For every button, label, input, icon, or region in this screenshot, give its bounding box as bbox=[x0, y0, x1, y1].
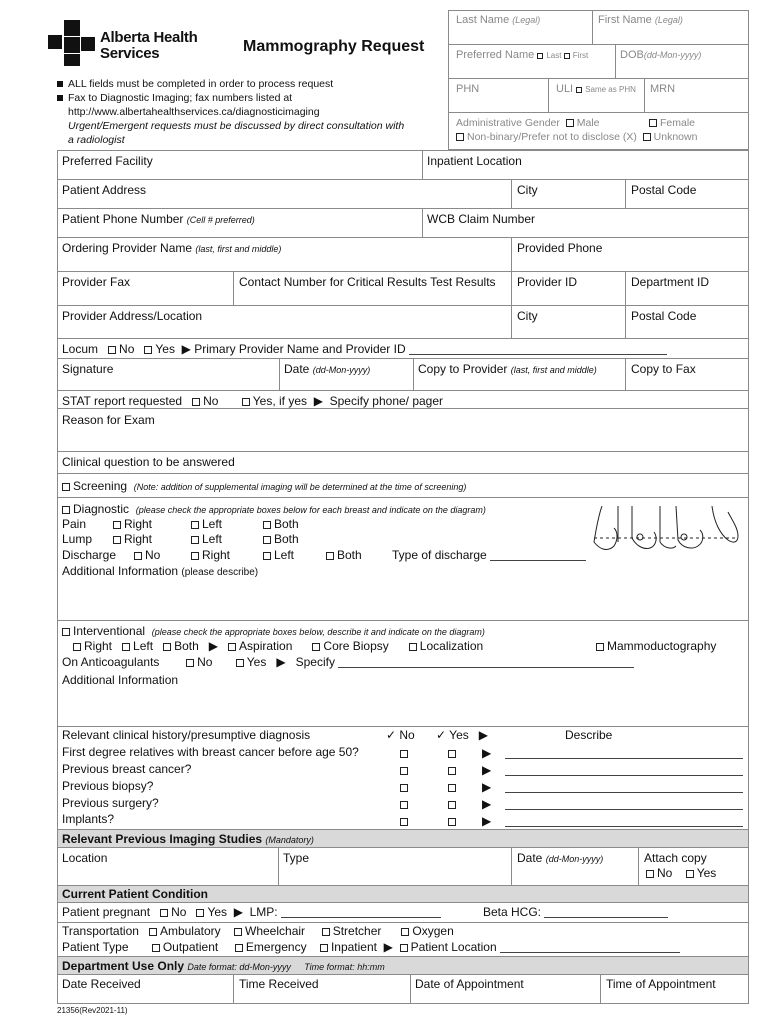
admin-gender-row: Administrative Gender Male bbox=[456, 117, 600, 129]
hist-no-checkbox[interactable] bbox=[400, 767, 408, 775]
hist-no-checkbox[interactable] bbox=[400, 818, 408, 826]
department-id-field[interactable]: Department ID bbox=[631, 275, 710, 289]
first-name-field[interactable]: First Name (Legal) bbox=[598, 14, 683, 26]
pregnant-row: Patient pregnant No Yes ▶ LMP: bbox=[62, 905, 441, 919]
aspiration-checkbox[interactable] bbox=[228, 643, 236, 651]
provided-phone-field[interactable]: Provided Phone bbox=[517, 241, 603, 255]
stat-row: STAT report requested No Yes, if yes ▶ Specify phone/ pager bbox=[62, 394, 444, 408]
preferred-name-field[interactable]: Preferred Name Last First bbox=[456, 49, 589, 61]
anticoag-row: On Anticoagulants No Yes ▶ Specify bbox=[62, 655, 634, 669]
provider-address-field[interactable]: Provider Address/Location bbox=[62, 309, 203, 323]
provider-fax-field[interactable]: Provider Fax bbox=[62, 275, 131, 289]
provider-postal-field[interactable]: Postal Code bbox=[631, 309, 697, 323]
logo-line1: Alberta Health bbox=[100, 29, 198, 46]
history-row: Previous breast cancer? bbox=[62, 762, 192, 776]
arrow-icon: ▶ bbox=[276, 655, 286, 669]
lump-left-checkbox[interactable] bbox=[191, 536, 199, 544]
hist-yes-checkbox[interactable] bbox=[448, 767, 456, 775]
hist-yes-checkbox[interactable] bbox=[448, 784, 456, 792]
discharge-both[interactable]: Both bbox=[326, 548, 362, 562]
transportation-row: Transportation Ambulatory Wheelchair Stretcher Oxygen bbox=[62, 924, 454, 938]
male-checkbox[interactable] bbox=[566, 119, 574, 127]
pain-right[interactable]: Right bbox=[113, 517, 152, 531]
arrow-icon: ▶ bbox=[383, 940, 393, 954]
history-checkbox-grid: ▶ ▶ ▶ ▶ ▶ bbox=[400, 745, 743, 830]
dept-use-title: Department Use Only Date format: dd-Mon-yyyy Time format: hh:mm bbox=[62, 959, 385, 973]
hist-describe-input[interactable] bbox=[505, 748, 743, 759]
hist-describe-input[interactable] bbox=[505, 782, 743, 793]
discharge-left-checkbox[interactable] bbox=[263, 552, 271, 560]
patient-id-box bbox=[448, 10, 749, 150]
provider-id-field[interactable]: Provider ID bbox=[517, 275, 578, 289]
type-discharge[interactable]: Type of discharge bbox=[392, 548, 586, 562]
diagnostic-checkbox[interactable] bbox=[62, 506, 70, 514]
time-received-field[interactable]: Time Received bbox=[239, 977, 319, 991]
attach-yes-checkbox[interactable] bbox=[686, 870, 694, 878]
interventional-option[interactable]: Interventional (please check the appropriate boxes below, describe it and indicate on the diagram) bbox=[62, 624, 485, 638]
date-field[interactable]: Date (dd-Mon-yyyy) bbox=[284, 362, 371, 376]
lmp-input[interactable] bbox=[281, 907, 441, 918]
history-row: Previous surgery? bbox=[62, 796, 159, 810]
prev-location-field[interactable]: Location bbox=[62, 851, 108, 865]
int-additional[interactable]: Additional Information bbox=[62, 673, 179, 687]
interventional-side-row: Right Left Both ▶ Aspiration Core Biopsy Localization bbox=[73, 639, 483, 653]
discharge-no[interactable]: No bbox=[134, 548, 160, 562]
lump-label: Lump bbox=[62, 532, 93, 546]
lump-left[interactable]: Left bbox=[191, 532, 222, 546]
attach-no-checkbox[interactable] bbox=[646, 870, 654, 878]
mammoductography-option[interactable]: Mammoductography bbox=[596, 639, 716, 653]
prev-date-field[interactable]: Date (dd-Mon-yyyy) bbox=[517, 851, 604, 865]
discharge-right-checkbox[interactable] bbox=[191, 552, 199, 560]
lump-right-checkbox[interactable] bbox=[113, 536, 121, 544]
patient-phone-field[interactable]: Patient Phone Number (Cell # preferred) bbox=[62, 212, 255, 226]
nonbinary-option: Non-binary/Prefer not to disclose (X) Unknown bbox=[456, 131, 697, 143]
lump-both[interactable]: Both bbox=[263, 532, 299, 546]
breast-diagram-icon[interactable] bbox=[592, 502, 742, 562]
history-row: Implants? bbox=[62, 812, 115, 826]
discharge-right[interactable]: Right bbox=[191, 548, 230, 562]
copy-provider-field[interactable]: Copy to Provider (last, first and middle) bbox=[418, 362, 597, 376]
primary-provider-input[interactable] bbox=[409, 344, 667, 355]
stretcher-checkbox[interactable] bbox=[322, 928, 330, 936]
attach-options: No Yes bbox=[646, 866, 716, 880]
arrow-icon: ▶ bbox=[181, 342, 191, 356]
mammoductography-checkbox[interactable] bbox=[596, 643, 604, 651]
mrn-field[interactable]: MRN bbox=[650, 83, 676, 95]
form-number: 21356(Rev2021-11) bbox=[57, 1006, 128, 1015]
patient-location-input[interactable] bbox=[500, 942, 680, 953]
date-received-field[interactable]: Date Received bbox=[62, 977, 141, 991]
instruction-5: a radiologist bbox=[68, 134, 125, 146]
preferred-facility-field[interactable]: Preferred Facility bbox=[62, 154, 153, 168]
ahs-logo-mark-icon bbox=[48, 20, 98, 66]
female-checkbox[interactable] bbox=[649, 119, 657, 127]
hist-yes-checkbox[interactable] bbox=[448, 750, 456, 758]
history-header: Relevant clinical history/presumptive diagnosis bbox=[62, 728, 311, 742]
reason-for-exam-field[interactable]: Reason for Exam bbox=[62, 413, 155, 427]
anticoag-yes-checkbox[interactable] bbox=[236, 659, 244, 667]
attach-copy-label: Attach copy bbox=[644, 851, 707, 865]
provider-city-field[interactable]: City bbox=[517, 309, 538, 323]
hist-no-checkbox[interactable] bbox=[400, 784, 408, 792]
uli-field[interactable]: ULI Same as PHN bbox=[556, 83, 636, 95]
city-field[interactable]: City bbox=[517, 183, 538, 197]
arrow-icon: ▶ bbox=[208, 639, 218, 653]
logo-line2: Services bbox=[100, 45, 160, 62]
interventional-checkbox[interactable] bbox=[62, 628, 70, 636]
lump-right[interactable]: Right bbox=[113, 532, 152, 546]
specify-input[interactable] bbox=[338, 657, 634, 668]
int-left-checkbox[interactable] bbox=[122, 643, 130, 651]
hist-yes-checkbox[interactable] bbox=[448, 818, 456, 826]
history-row: First degree relatives with breast cancer before age 50? bbox=[62, 745, 359, 759]
oxygen-checkbox[interactable] bbox=[401, 928, 409, 936]
instruction-1: ALL fields must be completed in order to process request bbox=[57, 77, 404, 91]
discharge-left[interactable]: Left bbox=[263, 548, 294, 562]
hist-no-checkbox[interactable] bbox=[400, 801, 408, 809]
int-right-checkbox[interactable] bbox=[73, 643, 81, 651]
lump-both-checkbox[interactable] bbox=[263, 536, 271, 544]
locum-row: Locum No Yes ▶ Primary Provider Name and Provider ID bbox=[62, 342, 667, 356]
screening-option[interactable]: Screening (Note: addition of supplemental imaging will be determined at the time of screening) bbox=[62, 479, 466, 493]
instructions bbox=[57, 77, 404, 147]
current-condition-title: Current Patient Condition bbox=[62, 887, 208, 901]
instruction-4: Urgent/Emergent requests must be discussed by direct consultation with bbox=[68, 120, 405, 132]
localization-checkbox[interactable] bbox=[409, 643, 417, 651]
wcb-field[interactable]: WCB Claim Number bbox=[427, 212, 536, 226]
pain-left[interactable]: Left bbox=[191, 517, 222, 531]
patient-location-checkbox[interactable] bbox=[400, 944, 408, 952]
ordering-provider-field[interactable]: Ordering Provider Name (last, first and middle) bbox=[62, 241, 282, 255]
inpatient-location-field[interactable]: Inpatient Location bbox=[427, 154, 522, 168]
locum-no-checkbox[interactable] bbox=[108, 346, 116, 354]
emergency-checkbox[interactable] bbox=[235, 944, 243, 952]
ahs-logo bbox=[48, 20, 208, 66]
discharge-no-checkbox[interactable] bbox=[134, 552, 142, 560]
unknown-checkbox[interactable] bbox=[643, 133, 651, 141]
anticoag-no-checkbox[interactable] bbox=[186, 659, 194, 667]
history-row: Previous biopsy? bbox=[62, 779, 154, 793]
instruction-2: Fax to Diagnostic Imaging; fax numbers listed at bbox=[57, 91, 404, 105]
int-both-checkbox[interactable] bbox=[163, 643, 171, 651]
history-no-col: ✓ No bbox=[386, 728, 415, 742]
outpatient-checkbox[interactable] bbox=[152, 944, 160, 952]
pregnant-yes-checkbox[interactable] bbox=[196, 909, 204, 917]
last-name-field[interactable]: Last Name (Legal) bbox=[456, 14, 541, 26]
hist-describe-input[interactable] bbox=[505, 799, 743, 810]
diagnostic-option[interactable]: Diagnostic (please check the appropriate boxes below for each breast and indicate on the diagram) bbox=[62, 502, 486, 516]
arrow-icon: ▶ bbox=[233, 905, 243, 919]
pref-first-checkbox[interactable] bbox=[564, 53, 570, 59]
core-biopsy-checkbox[interactable] bbox=[312, 643, 320, 651]
clinical-question-field[interactable]: Clinical question to be answered bbox=[62, 455, 235, 469]
hist-no-checkbox[interactable] bbox=[400, 750, 408, 758]
hist-yes-checkbox[interactable] bbox=[448, 801, 456, 809]
history-describe-col: Describe bbox=[565, 728, 613, 742]
ambulatory-checkbox[interactable] bbox=[149, 928, 157, 936]
pregnant-no-checkbox[interactable] bbox=[160, 909, 168, 917]
instruction-3: http://www.albertahealthservices.ca/diagnosticimaging bbox=[68, 106, 320, 118]
time-appointment-field[interactable]: Time of Appointment bbox=[606, 977, 716, 991]
diag-additional[interactable]: Additional Information (please describe) bbox=[62, 564, 259, 578]
critical-contact-field[interactable]: Contact Number for Critical Results Test Results bbox=[239, 275, 496, 289]
discharge-label: Discharge bbox=[62, 548, 117, 562]
prev-type-field[interactable]: Type bbox=[283, 851, 310, 865]
beta-hcg[interactable]: Beta HCG: bbox=[483, 905, 668, 919]
nonbinary-checkbox[interactable] bbox=[456, 133, 464, 141]
pain-label: Pain bbox=[62, 517, 87, 531]
locum-yes-checkbox[interactable] bbox=[144, 346, 152, 354]
female-option: Female bbox=[649, 117, 695, 129]
previous-imaging-title: Relevant Previous Imaging Studies (Mandatory) bbox=[62, 832, 314, 846]
stat-no-checkbox[interactable] bbox=[192, 398, 200, 406]
pain-both[interactable]: Both bbox=[263, 517, 299, 531]
phn-field[interactable]: PHN bbox=[456, 83, 480, 95]
hist-describe-input[interactable] bbox=[505, 765, 743, 776]
arrow-icon: ▶ bbox=[313, 394, 323, 408]
patient-type-row: Patient Type Outpatient Emergency Inpatient ▶ Patient Location bbox=[62, 940, 680, 954]
pain-left-checkbox[interactable] bbox=[191, 521, 199, 529]
wheelchair-checkbox[interactable] bbox=[234, 928, 242, 936]
discharge-both-checkbox[interactable] bbox=[326, 552, 334, 560]
date-appointment-field[interactable]: Date of Appointment bbox=[415, 977, 524, 991]
inpatient-checkbox[interactable] bbox=[320, 944, 328, 952]
pain-right-checkbox[interactable] bbox=[113, 521, 121, 529]
dob-field[interactable]: DOB(dd-Mon-yyyy) bbox=[620, 49, 702, 61]
history-yes-col: ✓ Yes ▶ bbox=[436, 728, 488, 742]
signature-field[interactable]: Signature bbox=[62, 362, 114, 376]
patient-address-field[interactable]: Patient Address bbox=[62, 183, 147, 197]
stat-yes-checkbox[interactable] bbox=[242, 398, 250, 406]
screening-checkbox[interactable] bbox=[62, 483, 70, 491]
uli-same-checkbox[interactable] bbox=[576, 87, 582, 93]
postal-code-field[interactable]: Postal Code bbox=[631, 183, 697, 197]
pain-both-checkbox[interactable] bbox=[263, 521, 271, 529]
pref-last-checkbox[interactable] bbox=[537, 53, 543, 59]
copy-fax-field[interactable]: Copy to Fax bbox=[631, 362, 696, 376]
form-title: Mammography Request bbox=[243, 38, 425, 55]
hist-describe-input[interactable] bbox=[505, 816, 743, 827]
